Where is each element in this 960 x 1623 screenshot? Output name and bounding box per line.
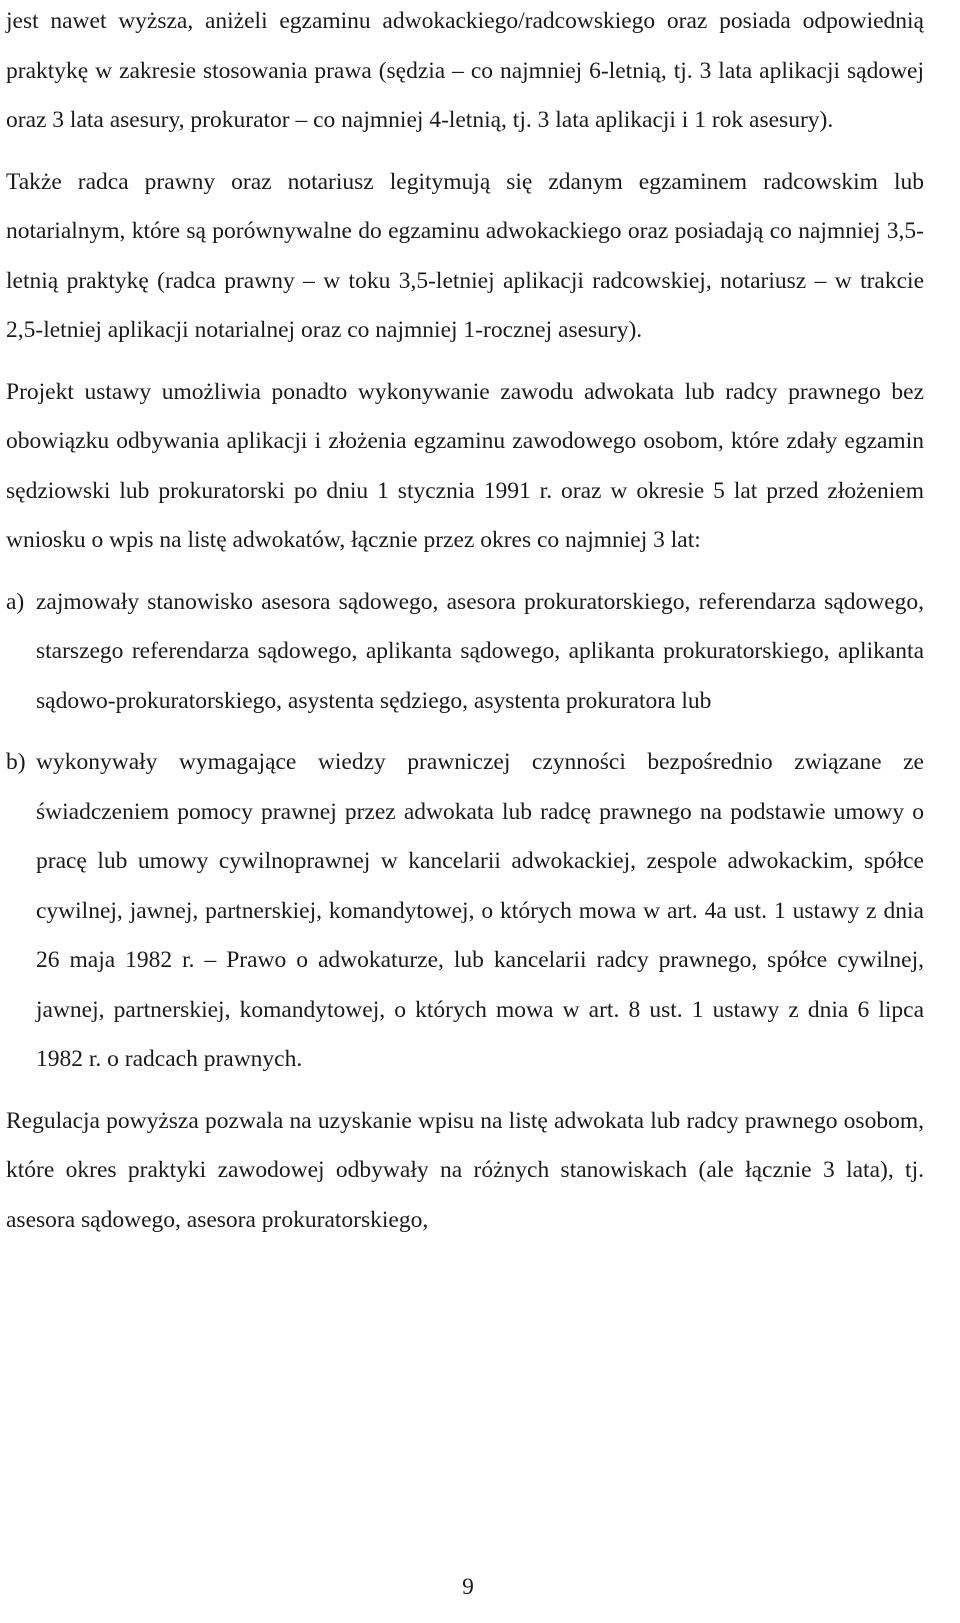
paragraph-2: Także radca prawny oraz notariusz legitymują się zdanym egzaminem radcowskim lub notarialnym, które są porównywalne do egzaminu adwokackiego oraz posiadają co najmniej 3,5-letnią praktykę (radca prawny – w toku 3,5-letniej aplikacji radcowskiej, notariusz – w trakcie 2,5-letniej aplikacji notarialnej oraz co najmniej 1-rocznej asesury). (6, 168, 924, 343)
list-text-b: wykonywały wymagające wiedzy prawniczej czynności bezpośrednio związane ze świadczeniem pomocy prawnej przez adwokata lub radcę prawnego na podstawie umowy o pracę lub umowy cywilnoprawnej w kancelarii adwokackiej, zespole adwokackim, spółce cywilnej, jawnej, partnerskiej, komandytowej, o których mowa w art. 4a ust. 1 ustawy z dnia 26 maja 1982 r. – Prawo o adwokaturze, lub kancelarii radcy prawnego, spółce cywilnej, jawnej, partnerskiej, komandytowej, o których mowa w art. 8 ust. 1 ustawy z dnia 6 lipca 1982 r. o radcach prawnych. (36, 749, 924, 1072)
list-item-b (6, 738, 924, 1085)
list-marker-a: a) (6, 588, 25, 615)
list-text-a: zajmowały stanowisko asesora sądowego, asesora prokuratorskiego, referendarza sądowego, starszego referendarza sądowego, aplikanta sądowego, aplikanta prokuratorskiego, aplikanta sądowo-prokuratorskiego, asystenta sędziego, asystenta prokuratora lub (36, 588, 924, 714)
page-number: 9 (462, 1574, 474, 1600)
closing-paragraph: Regulacja powyższa pozwala na uzyskanie wpisu na listę adwokata lub radcy prawnego osobom, które okres praktyki zawodowej odbywały na różnych stanowiskach (ale łącznie 3 lata), tj. asesora sądowego, asesora prokuratorskiego, (6, 1107, 924, 1233)
paragraph-3: Projekt ustawy umożliwia ponadto wykonywanie zawodu adwokata lub radcy prawnego bez obowiązku odbywania aplikacji i złożenia egzaminu zawodowego osobom, które zdały egzamin sędziowski lub prokuratorski po dniu 1 stycznia 1991 r. oraz w okresie 5 lat przed złożeniem wniosku o wpis na listę adwokatów, łącznie przez okres co najmniej 3 lat: (6, 378, 924, 553)
list-marker-b: b) (6, 749, 26, 775)
list-item-a (6, 578, 924, 727)
document-page (6, 0, 924, 1257)
paragraph-1: jest nawet wyższa, aniżeli egzaminu adwokackiego/radcowskiego oraz posiada odpowiednią praktykę w zakresie stosowania prawa (sędzia – co najmniej 6-letnią, tj. 3 lata aplikacji sądowej oraz 3 lata asesury, prokurator – co najmniej 4-letnią, tj. 3 lata aplikacji i 1 rok asesury). (6, 8, 924, 133)
